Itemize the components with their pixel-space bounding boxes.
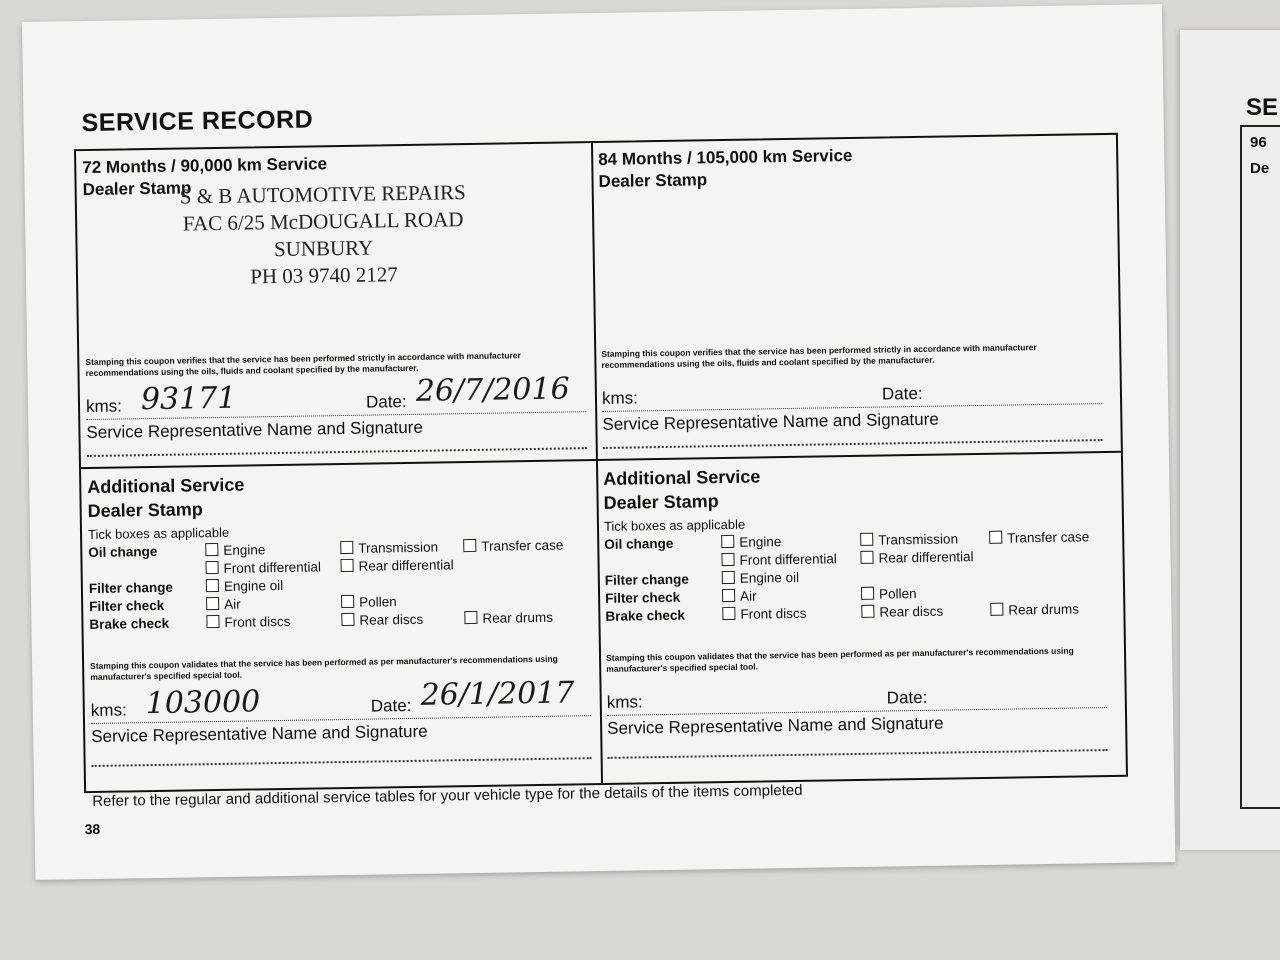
page-number: 38 bbox=[84, 820, 101, 838]
transmission-checkbox[interactable]: Transmission bbox=[340, 540, 438, 557]
signature-label: Service Representative Name and Signature bbox=[86, 417, 423, 443]
kms-field[interactable] bbox=[607, 685, 1107, 716]
dealer-stamp-label: Dealer Stamp bbox=[87, 499, 203, 522]
transmission-checkbox[interactable]: Transmission bbox=[860, 531, 958, 548]
kms-field[interactable] bbox=[85, 371, 586, 420]
filter-check-label: Filter check bbox=[605, 589, 681, 606]
engine-oil-checkbox[interactable]: Engine oil bbox=[206, 578, 284, 594]
date-label: Date: bbox=[881, 383, 923, 404]
next-page-box bbox=[1240, 125, 1280, 809]
dealer-stamp bbox=[153, 179, 495, 292]
verification-note: Stamping this coupon verifies that the service has been performed strictly in accordance with manufacturer recommendations using the oils, fluids and coolant specified by the manufacturer. bbox=[601, 342, 1037, 370]
date-label: Date: bbox=[370, 695, 412, 716]
air-checkbox[interactable]: Air bbox=[722, 589, 757, 605]
filter-check-label: Filter check bbox=[89, 597, 165, 615]
signature-line[interactable] bbox=[92, 757, 592, 767]
next-page-line-1: 96 bbox=[1250, 134, 1267, 151]
signature-line[interactable] bbox=[87, 447, 587, 457]
pollen-checkbox[interactable]: Pollen bbox=[341, 594, 397, 610]
kms-label: kms: bbox=[601, 388, 639, 408]
next-page-title: SE bbox=[1246, 94, 1279, 121]
filter-change-label: Filter change bbox=[88, 579, 174, 597]
service-record-page bbox=[22, 4, 1175, 880]
date-handwritten: 26/1/2017 bbox=[420, 675, 575, 713]
air-checkbox[interactable]: Air bbox=[206, 597, 241, 613]
kms-handwritten: 93171 bbox=[140, 380, 237, 418]
front-differential-checkbox[interactable]: Front differential bbox=[205, 559, 321, 576]
additional-service-heading: Additional Service bbox=[87, 474, 245, 498]
dealer-stamp-label: Dealer Stamp bbox=[603, 491, 719, 513]
rear-drums-checkbox[interactable]: Rear drums bbox=[990, 601, 1079, 617]
page-title: SERVICE RECORD bbox=[81, 105, 314, 138]
kms-label: kms: bbox=[606, 692, 643, 712]
kms-label: kms: bbox=[85, 396, 123, 417]
oil-change-label: Oil change bbox=[604, 535, 674, 552]
next-page bbox=[1180, 30, 1280, 850]
date-label: Date: bbox=[886, 687, 928, 708]
signature-label: Service Representative Name and Signature bbox=[91, 721, 428, 746]
additional-service-cell-right bbox=[603, 459, 1113, 777]
signature-label: Service Representative Name and Signature bbox=[602, 409, 939, 434]
brake-check-label: Brake check bbox=[605, 607, 686, 624]
rear-differential-checkbox[interactable]: Rear differential bbox=[340, 557, 453, 574]
service-cell-72-months bbox=[82, 149, 592, 467]
front-differential-checkbox[interactable]: Front differential bbox=[721, 551, 837, 568]
tick-instruction: Tick boxes as applicable bbox=[87, 524, 230, 543]
additional-service-cell-left bbox=[87, 467, 597, 785]
service-heading: 84 Months / 105,000 km Service bbox=[598, 145, 853, 169]
kms-handwritten: 103000 bbox=[145, 684, 261, 722]
date-label: Date: bbox=[365, 392, 407, 412]
filter-change-label: Filter change bbox=[604, 571, 689, 588]
engine-checkbox[interactable]: Engine bbox=[205, 542, 265, 558]
next-page-line-2: De bbox=[1250, 160, 1270, 177]
rear-discs-checkbox[interactable]: Rear discs bbox=[861, 604, 943, 620]
footer-note: Refer to the regular and additional service tables for your vehicle type for the details of the items completed bbox=[92, 781, 803, 810]
kms-field[interactable] bbox=[602, 381, 1102, 412]
engine-checkbox[interactable]: Engine bbox=[721, 534, 781, 550]
signature-line[interactable] bbox=[608, 749, 1108, 759]
brake-check-label: Brake check bbox=[89, 615, 170, 633]
dealer-stamp-label: Dealer Stamp bbox=[598, 170, 708, 191]
signature-label: Service Representative Name and Signature bbox=[607, 713, 944, 738]
front-discs-checkbox[interactable]: Front discs bbox=[206, 614, 290, 630]
rear-discs-checkbox[interactable]: Rear discs bbox=[341, 612, 423, 628]
service-cell-84-months bbox=[598, 141, 1108, 459]
date-handwritten: 26/7/2016 bbox=[415, 371, 570, 409]
tick-instruction: Tick boxes as applicable bbox=[603, 516, 746, 534]
pollen-checkbox[interactable]: Pollen bbox=[861, 586, 917, 602]
dealer-stamp-label: Dealer Stamp bbox=[82, 178, 192, 200]
verification-note: Stamping this coupon verifies that the service has been performed strictly in accordance with manufacturer recommendations using the oils, fluids and coolant specified by the manufacturer. bbox=[85, 350, 521, 379]
stamp-line: S & B AUTOMOTIVE REPAIRS bbox=[179, 180, 466, 209]
stamp-line: PH 03 9740 2127 bbox=[250, 262, 398, 289]
oil-change-label: Oil change bbox=[88, 543, 158, 561]
rear-differential-checkbox[interactable]: Rear differential bbox=[860, 549, 973, 566]
signature-line[interactable] bbox=[603, 439, 1103, 449]
validation-note: Stamping this coupon validates that the service has been performed as per manufacturer's recommendations using manufacturer's specified special tool. bbox=[90, 653, 558, 683]
service-grid bbox=[74, 133, 1128, 793]
validation-note: Stamping this coupon validates that the service has been performed as per manufacturer's recommendations using manufacturer's specified special tool. bbox=[605, 645, 1074, 674]
rear-drums-checkbox[interactable]: Rear drums bbox=[464, 610, 553, 626]
transfer-case-checkbox[interactable]: Transfer case bbox=[463, 538, 563, 555]
stamp-line: FAC 6/25 McDOUGALL ROAD bbox=[182, 207, 464, 236]
transfer-case-checkbox[interactable]: Transfer case bbox=[989, 529, 1089, 546]
kms-label: kms: bbox=[90, 700, 127, 721]
service-heading: 72 Months / 90,000 km Service bbox=[82, 154, 328, 178]
kms-field[interactable] bbox=[90, 675, 591, 724]
additional-service-heading: Additional Service bbox=[603, 466, 761, 489]
front-discs-checkbox[interactable]: Front discs bbox=[722, 606, 806, 622]
stamp-line: SUNBURY bbox=[273, 235, 374, 262]
engine-oil-checkbox[interactable]: Engine oil bbox=[722, 570, 800, 586]
